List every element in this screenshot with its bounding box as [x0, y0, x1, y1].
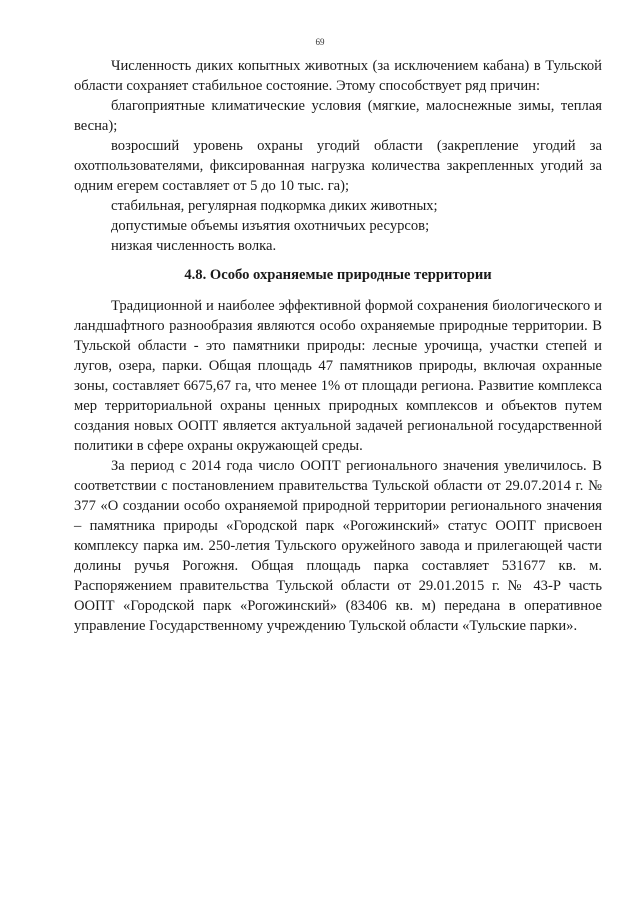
section-paragraph: За период с 2014 года число ООПТ регионального значения увеличилось. В соответствии с постановлением правительства Тульской области от 29.07.2014 г. № 377 «О создании особо охраняемой природной территории регионального значения – памятника природы «Городской парк «Рогожинский» статус ООПТ присвоен комплексу парка им. 250-летия Тульского оружейного завода и прилегающей части долины ручья Рогожня. Общая площадь парка составляет 531677 кв. м. Распоряжением правительства Тульской области от 29.01.2015 г. № 43-Р часть ООПТ «Городской парк «Рогожинский» (83406 кв. м) передана в оперативное управление Государственному учреждению Тульской области «Тульские парки».	[74, 458, 602, 634]
reason-item: допустимые объемы изъятия охотничьих ресурсов;	[111, 218, 430, 234]
reason-item: низкая численность волка.	[111, 238, 277, 254]
intro-block	[74, 56, 602, 256]
page-number: 69	[315, 37, 325, 47]
section-body	[74, 296, 602, 636]
reason-item: стабильная, регулярная подкормка диких животных;	[111, 198, 438, 214]
section-paragraph: Традиционной и наиболее эффективной формой сохранения биологического и ландшафтного разнообразия являются особо охраняемые природные территории. В Тульской области - это памятники природы: лесные урочища, участки степей и лугов, озера, парки. Общая площадь 47 памятников природы, включая охранные зоны, составляет 6675,67 га, что менее 1% от площади региона. Развитие комплекса мер территориальной охраны ценных природных комплексов и объектов путем создания новых ООПТ является актуальной задачей региональной государственной политики в сфере охраны окружающей среды.	[74, 298, 602, 454]
reason-item: возросший уровень охраны угодий области (закрепление угодий за охотпользователями, фиксированная нагрузка количества закрепленных угодий за одним егерем составляет от 5 до 10 тыс. га);	[74, 138, 602, 194]
intro-paragraph: Численность диких копытных животных (за исключением кабана) в Тульской области сохраняет стабильное состояние. Этому способствует ряд причин:	[74, 58, 602, 94]
section-heading: 4.8. Особо охраняемые природные территории	[184, 267, 492, 283]
reason-item: благоприятные климатические условия (мягкие, малоснежные зимы, теплая весна);	[74, 98, 602, 134]
